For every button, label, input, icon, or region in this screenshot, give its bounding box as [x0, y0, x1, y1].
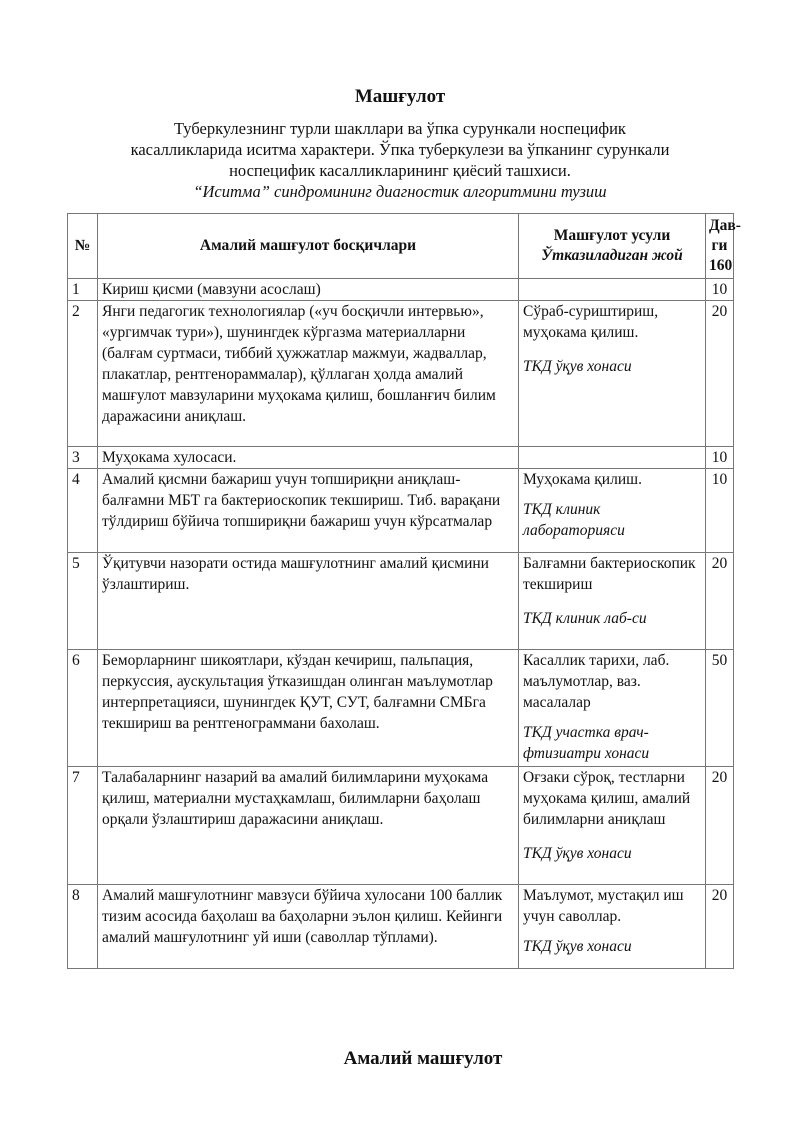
row-duration: 10: [706, 279, 734, 301]
table-row: [68, 767, 734, 885]
row-num: 3: [68, 447, 98, 469]
table-row: [68, 469, 734, 553]
header-place-label: Ўтказиладиган жой: [541, 247, 683, 264]
row-method-cell: [519, 650, 706, 767]
row-step: Беморларнинг шикоятлари, кўздан кечириш, пальпация, перкуссия, аускультация ўтказишдан олинган маълумотлар интерпретацияси, шунингдек ҚУТ, СУТ, балғамни СМБга текшириш ва рентгенограммани бахолаш.: [98, 650, 519, 767]
row-method-cell: [519, 885, 706, 969]
row-step: Ўқитувчи назорати остида машғулотнинг амалий қисмини ўзлаштириш.: [98, 553, 519, 650]
row-place: ТКД участка врач-фтизиатри хонаси: [523, 724, 650, 762]
row-step: Кириш қисми (мавзуни асослаш): [98, 279, 519, 301]
row-place: ТКД ўқув хонаси: [523, 845, 632, 862]
row-method-cell: [519, 279, 706, 301]
row-num: 8: [68, 885, 98, 969]
header-method: [519, 214, 706, 279]
row-num: 6: [68, 650, 98, 767]
row-method-cell: [519, 301, 706, 447]
page-title: Машғулот: [354, 86, 446, 107]
table-header-row: [68, 214, 734, 279]
row-step: Амалий машғулотнинг мавзуси бўйича хулосани 100 баллик тизим асосида баҳолаш ва баҳоларни эълон қилиш. Кейинги амалий машғулотнинг уй иши (саволлар тўплами).: [98, 885, 519, 969]
row-step: Янги педагогик технологиялар («уч босқичли интервью», «ургимчак тури»), шунингдек кўргазма материалларни (балғам суртмаси, тиббий ҳужжатлар мажмуи, жадваллар, плакатлар, рентгенораммалар), қўллаган ҳолда амалий машғулот мавзуларини муҳокама қилиш, бошланғич билим даражасини аниқлаш.: [98, 301, 519, 447]
row-method-cell: [519, 447, 706, 469]
row-method: Касаллик тарихи, лаб. маълумотлар, ваз. масалалар: [523, 652, 670, 711]
lesson-plan-table: [67, 213, 741, 969]
row-duration: 20: [706, 885, 734, 969]
table-row: [68, 447, 734, 469]
table-row: [68, 885, 734, 969]
header-duration: [706, 214, 741, 279]
row-method: Оғзаки сўроқ, тестларни муҳокама қилиш, амалий билимларни аниқлаш: [523, 769, 691, 828]
row-place: ТКД клиник лабораторияси: [523, 501, 625, 539]
header-duration-label: Дав-ги: [709, 217, 741, 254]
row-step: Муҳокама хулосаси.: [98, 447, 519, 469]
row-method-cell: [519, 469, 706, 553]
row-duration: 50: [706, 650, 734, 767]
row-duration: 10: [706, 447, 734, 469]
header-num: №: [68, 214, 98, 279]
section-title: Амалий машғулот: [343, 1048, 503, 1069]
row-duration: 20: [706, 301, 734, 447]
row-place: ТКД клиник лаб-си: [523, 610, 647, 627]
row-method: Сўраб-суриштириш, муҳокама қилиш.: [523, 303, 659, 341]
row-place: ТКД ўқув хонаси: [523, 358, 632, 375]
row-num: 2: [68, 301, 98, 447]
row-duration: 20: [706, 767, 734, 885]
topic-line-2: касалликларида иситма характери. Ўпка туберкулези ва ўпканинг сурункали: [130, 140, 670, 159]
header-duration-total: 160: [709, 257, 733, 274]
table-row: [68, 301, 734, 447]
row-step: Амалий қисмни бажариш учун топшириқни аниқлаш-балғамни МБТ га бактериоскопик текшириш. Тиб. варақани тўлдириш бўйича топшириқни бажариш учун кўрсатмалар: [98, 469, 519, 553]
row-duration: 20: [706, 553, 734, 650]
topic-line-italic: “Иситма” синдромининг диагностик алгоритмини тузиш: [193, 182, 607, 201]
row-num: 4: [68, 469, 98, 553]
row-method: Муҳокама қилиш.: [523, 471, 642, 488]
table-row: [68, 279, 734, 301]
row-method-cell: [519, 553, 706, 650]
row-method-cell: [519, 767, 706, 885]
header-step: Амалий машғулот босқичлари: [98, 214, 519, 279]
row-num: 1: [68, 279, 98, 301]
table-row: [68, 650, 734, 767]
row-duration: 10: [706, 469, 734, 553]
row-method: Маълумот, мустақил иш учун саволлар.: [523, 887, 684, 925]
row-num: 7: [68, 767, 98, 885]
lesson-topic: [100, 118, 700, 202]
topic-line-1: Туберкулезнинг турли шакллари ва ўпка сурункали носпецифик: [174, 119, 626, 138]
row-step: Талабаларнинг назарий ва амалий билимларини муҳокама қилиш, материални мустаҳкамлаш, билимларни баҳолаш орқали ўзлаштириш даражасини аниқлаш.: [98, 767, 519, 885]
row-place: ТКД ўқув хонаси: [523, 938, 632, 955]
row-method: Балғамни бактериоскопик текшириш: [523, 555, 696, 593]
row-num: 5: [68, 553, 98, 650]
header-method-label: Машғулот усули: [553, 227, 671, 244]
topic-line-3: носпецифик касалликларининг қиёсий ташхиси.: [229, 161, 571, 180]
table-row: [68, 553, 734, 650]
